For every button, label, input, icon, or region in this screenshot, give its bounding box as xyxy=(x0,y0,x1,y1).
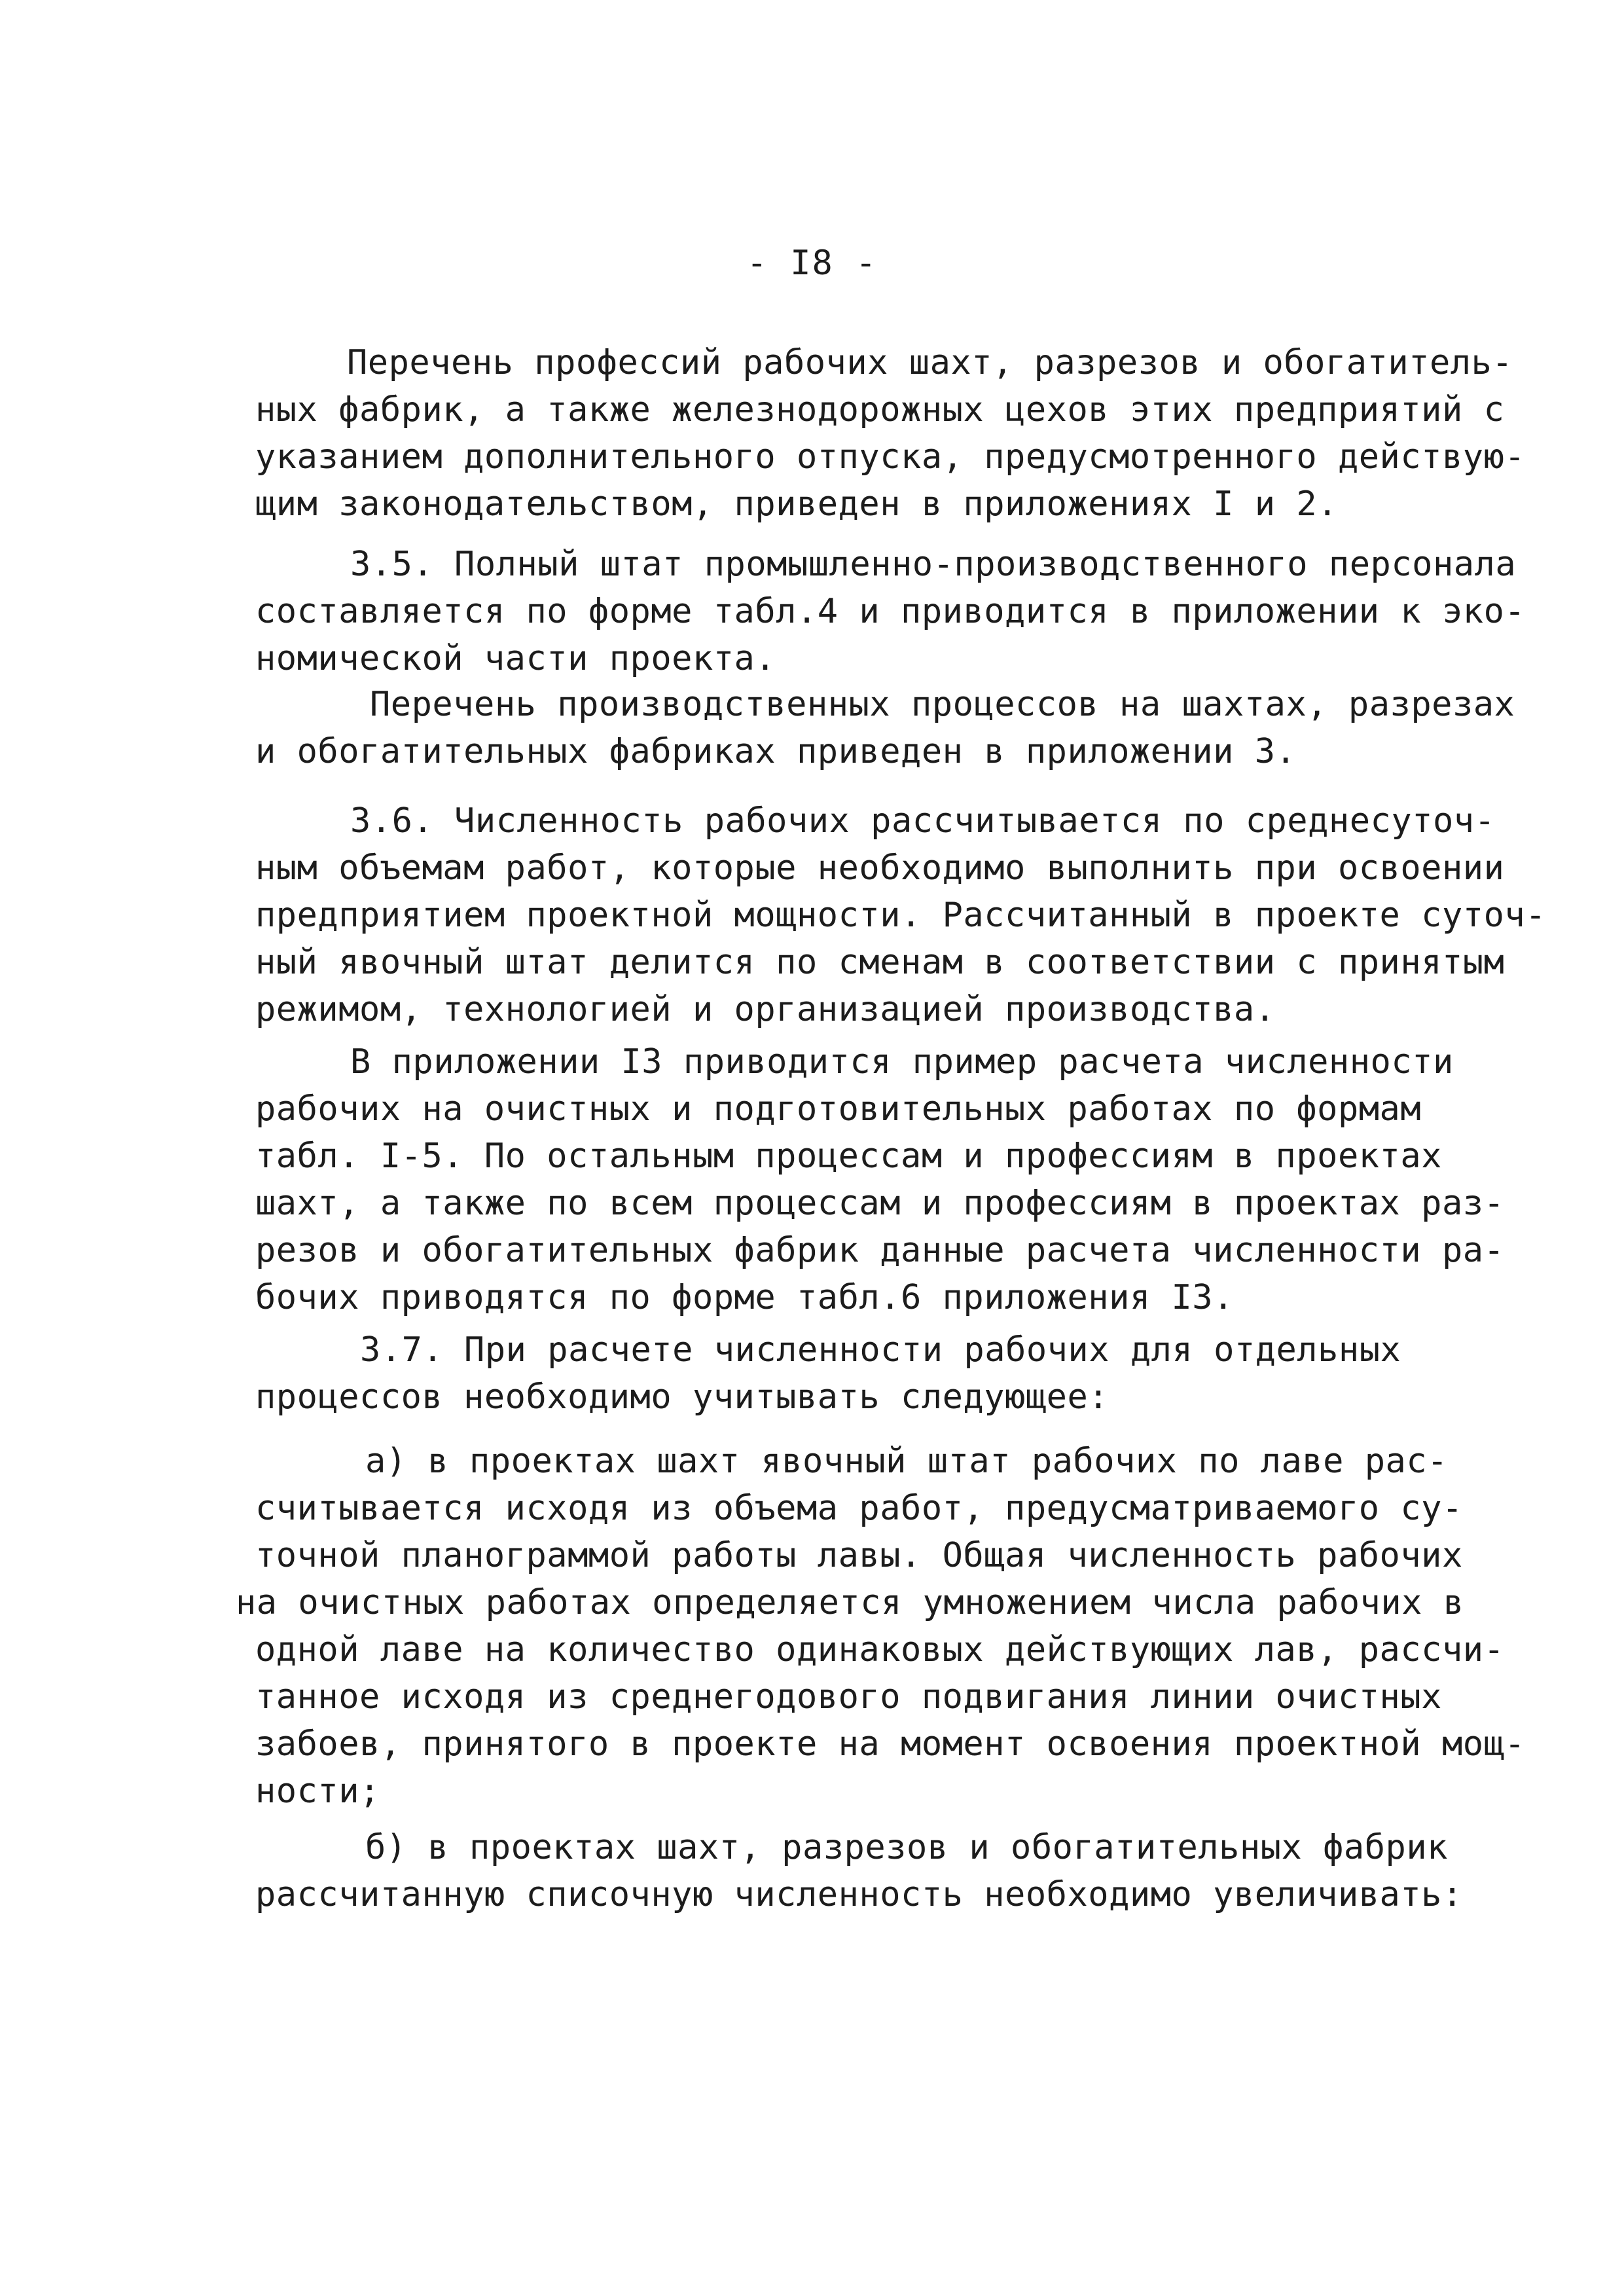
text-line: 3.6. Численность рабочих рассчитывается по среднесуточ- xyxy=(350,801,1496,841)
text-line: 3.7. При расчете численности рабочих для отдельных xyxy=(360,1330,1401,1370)
text-line: Перечень производственных процессов на шахтах, разрезах xyxy=(370,685,1515,724)
text-line: составляется по форме табл.4 и приводится в приложении к эко- xyxy=(255,592,1526,631)
text-line: Перечень профессий рабочих шахт, разрезов и обогатитель- xyxy=(347,343,1513,382)
text-line: процессов необходимо учитывать следующее: xyxy=(255,1377,1110,1417)
text-line: ным объемам работ, которые необходимо выполнить при освоении xyxy=(255,848,1505,888)
page-number: - I8 - xyxy=(746,244,878,283)
text-line: 3.5. Полный штат промышленно-производственного персонала xyxy=(350,545,1517,584)
text-line: ности; xyxy=(255,1772,380,1811)
text-line: точной планограммой работы лавы. Общая численность рабочих xyxy=(255,1536,1463,1575)
text-line: бочих приводятся по форме табл.6 приложения I3. xyxy=(255,1278,1234,1317)
text-line: танное исходя из среднегодового подвигания линии очистных xyxy=(255,1677,1442,1717)
text-line: на очистных работах определяется умножением числа рабочих в xyxy=(236,1583,1464,1622)
text-line: одной лаве на количество одинаковых действующих лав, рассчи- xyxy=(255,1630,1505,1669)
text-line: номической части проекта. xyxy=(255,639,776,678)
text-line: предприятием проектной мощности. Рассчитанный в проекте суточ- xyxy=(255,896,1547,935)
text-line: забоев, принятого в проекте на момент освоения проектной мощ- xyxy=(255,1724,1526,1764)
text-line: режимом, технологией и организацией производства. xyxy=(255,990,1276,1029)
text-line: и обогатительных фабриках приведен в приложении 3. xyxy=(255,732,1297,771)
text-line: резов и обогатительных фабрик данные расчета численности ра- xyxy=(255,1231,1505,1270)
text-line: шахт, а также по всем процессам и профессиям в проектах раз- xyxy=(255,1184,1505,1223)
text-line: рассчитанную списочную численность необходимо увеличивать: xyxy=(255,1875,1463,1914)
text-line: ный явочный штат делится по сменам в соответствии с принятым xyxy=(255,943,1505,982)
text-line: б) в проектах шахт, разрезов и обогатительных фабрик xyxy=(365,1828,1448,1867)
text-line: указанием дополнительного отпуска, предусмотренного действую- xyxy=(255,437,1526,477)
text-line: считывается исходя из объема работ, предусматриваемого су- xyxy=(255,1489,1463,1528)
text-line: табл. I-5. По остальным процессам и профессиям в проектах xyxy=(255,1137,1442,1176)
text-line: В приложении I3 приводится пример расчета численности xyxy=(350,1042,1454,1082)
text-line: рабочих на очистных и подготовительных работах по формам xyxy=(255,1089,1422,1129)
text-line: ных фабрик, а также железнодорожных цехов этих предприятий с xyxy=(255,390,1505,429)
text-line: щим законодательством, приведен в приложениях I и 2. xyxy=(255,484,1338,524)
text-line: а) в проектах шахт явочный штат рабочих по лаве рас- xyxy=(365,1442,1448,1481)
